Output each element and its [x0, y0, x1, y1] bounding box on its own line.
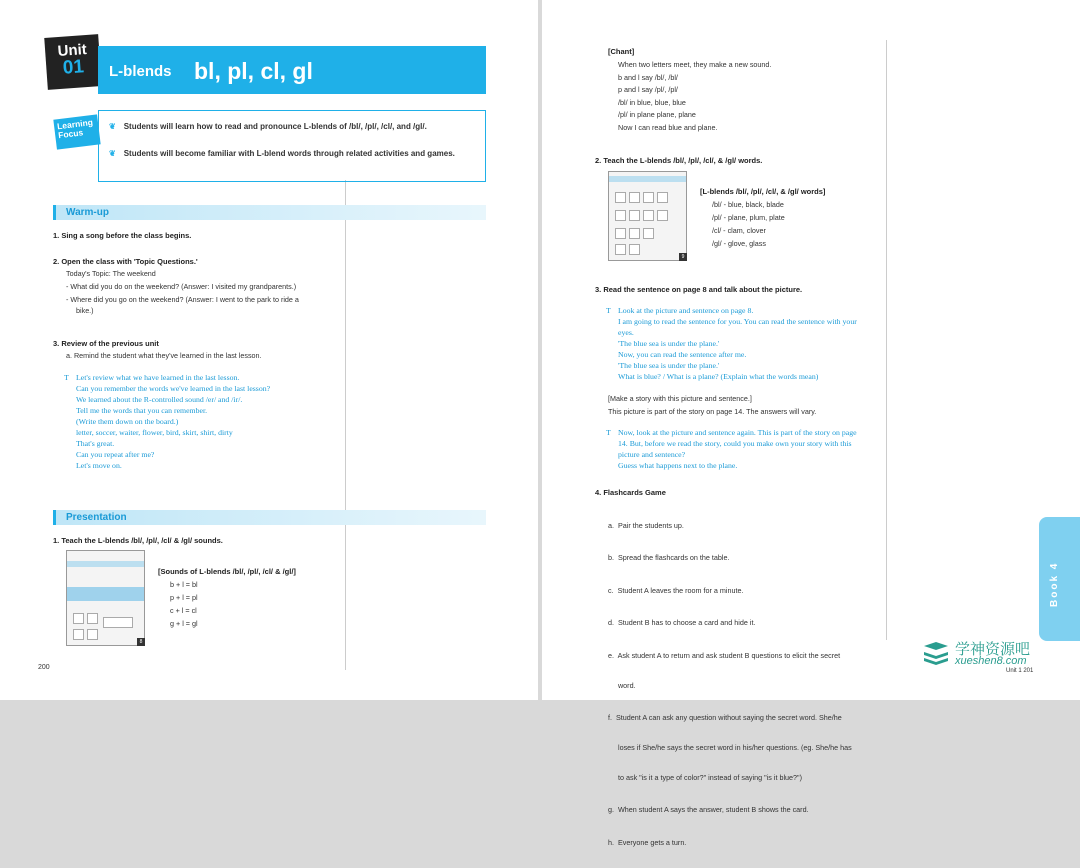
- unit-label: Unit: [57, 41, 88, 61]
- presentation-section-header: Presentation: [53, 510, 486, 525]
- bullet-icon: ❦: [109, 122, 116, 131]
- page-number: Unit 1 201: [1006, 668, 1034, 674]
- watermark: [922, 640, 1062, 670]
- sound-rule: p + l = pl: [170, 593, 198, 602]
- unit-title-bar: [98, 46, 486, 94]
- unit-badge: [44, 34, 101, 90]
- review-instruction: a. Remind the student what they've learned in the last lesson.: [66, 351, 262, 360]
- sounds-title: [Sounds of L-blends /bl/, /pl/, /cl/ & /gl/]: [158, 567, 296, 576]
- story-title: [Make a story with this picture and sentence.]: [608, 394, 752, 403]
- teacher-script: Now, look at the picture and sentence again. This is part of the story on page 14. But, before we read the story, could you make own your story with this picture and sentence? Guess what happens next to the plane.: [618, 428, 857, 470]
- thumb-page-number: 8: [137, 638, 145, 646]
- sound-rule: b + l = bl: [170, 580, 198, 589]
- teacher-icon: T: [606, 306, 611, 315]
- story-description: This picture is part of the story on page 14. The answers will vary.: [608, 407, 817, 416]
- watermark-url: xueshen8.com: [955, 655, 1027, 667]
- left-page: [0, 0, 538, 700]
- step-3-heading: 3. Read the sentence on page 8 and talk about the picture.: [595, 285, 803, 294]
- unit-number: 01: [62, 56, 85, 79]
- thumb-page-number: 9: [679, 253, 687, 261]
- warmup-step-1: 1. Sing a song before the class begins.: [53, 231, 192, 240]
- step-2-heading: 2. Teach the L-blends /bl/, /pl/, /cl/, & /gl/ words.: [595, 156, 763, 165]
- textbook-page-thumbnail: [66, 550, 145, 646]
- chant-lines: When two letters meet, they make a new sound. b and l say /bl/, /bl/ p and l say /pl/, /pl/ /bl/ in blue, blue, blue /pl/ in plane plane, plane Now I can read blue and plane.: [618, 60, 772, 132]
- warmup-step-3: 3. Review of the previous unit: [53, 339, 159, 348]
- page-number: 200: [38, 664, 50, 671]
- warmup-section-header: Warm-up: [53, 205, 486, 220]
- sound-rule: c + l = cl: [170, 606, 197, 615]
- bullet-icon: ❦: [109, 149, 116, 158]
- page-title: bl, pl, cl, gl: [194, 58, 313, 84]
- topic-question: - What did you do on the weekend? (Answer: I visited my grandparents.): [66, 282, 297, 291]
- title-prefix: L-blends: [109, 63, 172, 80]
- watermark-cn: 学神资源吧: [955, 640, 1031, 658]
- sound-rule: g + l = gl: [170, 619, 198, 628]
- teacher-icon: T: [606, 428, 611, 437]
- right-page: [542, 0, 1080, 847]
- teacher-script: Let's review what we have learned in the last lesson. Can you remember the words we've learned in the last lesson? We learned about the R-controlled sound /er/ and /ir/. Tell me the words that you can remember. (Write them down on the board.) letter, soccer, waiter, flower, bird, skirt, shirt, dirty That's great. Can you repeat after me? Let's move on.: [76, 373, 271, 470]
- topic-question: - Where did you go on the weekend? (Answer: I went to the park to ride a: [66, 295, 299, 304]
- step-4-heading: 4. Flashcards Game: [595, 488, 666, 497]
- focus-item: ❦ Students will become familiar with L-blend words through related activities and games.: [109, 149, 455, 158]
- presentation-step-1: 1. Teach the L-blends /bl/, /pl/, /cl/ & /gl/ sounds.: [53, 536, 223, 545]
- chant-title: [Chant]: [608, 47, 635, 56]
- book-stack-icon: [922, 640, 950, 666]
- focus-item: ❦ Students will learn how to read and pronounce L-blends of /bl/, /pl/, /cl/, and /gl/.: [109, 122, 427, 131]
- textbook-page-thumbnail: [608, 171, 687, 261]
- learning-focus-box: [98, 110, 486, 182]
- word-list: /bl/ - blue, black, blade /pl/ - plane, plum, plate /cl/ - clam, clover /gl/ - glove, glass: [712, 200, 785, 248]
- topic-question-cont: bike.): [76, 306, 94, 315]
- words-title: [L-blends /bl/, /pl/, /cl/, & /gl/ words]: [700, 187, 826, 196]
- teacher-icon: T: [64, 373, 69, 382]
- warmup-step-2: 2. Open the class with 'Topic Questions.': [53, 257, 198, 266]
- book-tab: Book 4: [1039, 517, 1080, 641]
- game-steps: a. Pair the students up. b. Spread the flashcards on the table. c. Student A leaves the room for a minute. d. Student B has to choose a card and hide it. e. Ask student A to return and ask student B questions to elicit the secret word. f. Student A can ask any question without saying the secret word. She/he loses if She/he says the secret word in his/her questions. (eg. She/he has to ask "is it a type of color?" instead of saying "is it blue?") g. When student A says the answer, student B shows the card. h. Everyone gets a turn.: [608, 521, 852, 847]
- learning-focus-badge: Learning Focus: [53, 114, 100, 149]
- teacher-script: Look at the picture and sentence on page 8. I am going to read the sentence for you. You can read the sentence with your eyes. 'The blue sea is under the plane.' Now, you can read the sentence after me. 'The blue sea is under the plane.' What is blue? / What is a plane? (Explain what the words mean): [618, 306, 857, 381]
- topic-line: Today's Topic: The weekend: [66, 269, 156, 278]
